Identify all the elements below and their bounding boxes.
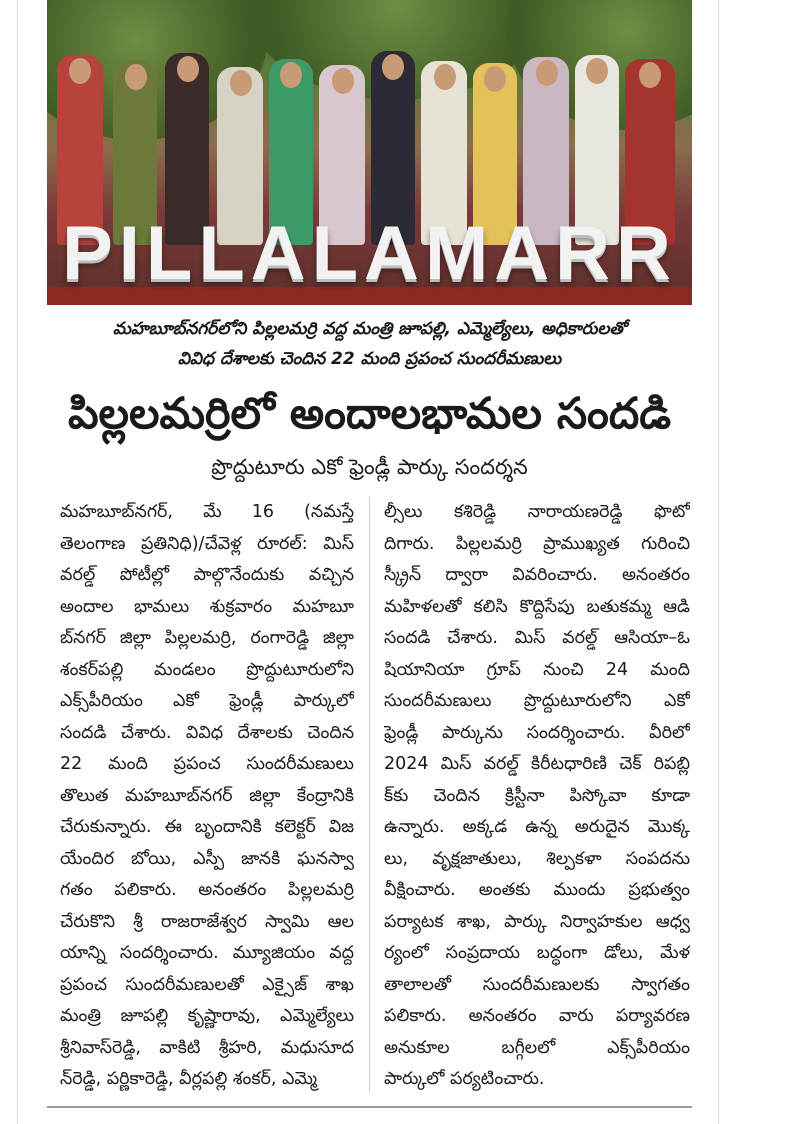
article-line: మహిళలతో కలిసి కొద్దిసేపు బతుకమ్మ ఆడి (384, 596, 690, 617)
article-line: శ్రీనివాస్‌రెడ్డి, వాకిటి శ్రీహరి, మధుసూద (60, 1037, 354, 1058)
article-column-right (384, 497, 690, 1096)
bottom-rule (47, 1106, 692, 1108)
news-photo (47, 0, 692, 305)
article-line: తాలాలతో సుందరీమణులకు స్వాగతం (384, 974, 690, 995)
article-line: ప్రపంచ సుందరీమణులతో ఎక్సైజ్ శాఖ (60, 974, 354, 995)
article-line: ల్సీలు కశిరెడ్డి నారాయణరెడ్డి ఫొటో (384, 502, 690, 522)
page-border-left (17, 0, 18, 1124)
article-line: లు, వృక్షజాతులు, శిల్పకళా సంపదను (384, 848, 690, 869)
article-line: యేందిర బోయి, ఎస్పీ జానకి ఘనస్వా (60, 848, 354, 869)
article-line: దిగారు. పిల్లలమర్రి ప్రాముఖ్యత గురించి (384, 533, 690, 554)
article-line: పర్యాటక శాఖ, పార్కు నిర్వాహకుల ఆధ్వ (384, 911, 690, 932)
article-line: 2024 మిస్ వరల్డ్ కిరీటధారిణి చెక్ రిపబ్లి (384, 754, 690, 774)
article-line: షియానియా గ్రూప్ నుంచి 24 మంది (384, 659, 690, 680)
headline: పిల్లలమర్రిలో అందాలభామల సందడి (67, 389, 672, 439)
article-line: వీక్షించారు. అంతకు ముందు ప్రభుత్వం (384, 880, 690, 900)
article-line: పలికారు. అనంతరం వారు పర్యావరణ (384, 1006, 690, 1026)
article-line: తెలంగాణ ప్రతినిధి)/చేవెళ్ల రూరల్: మిస్ (60, 533, 354, 554)
article-line: తొలుత మహబూబ్‌నగర్ జిల్లా కేంద్రానికి (60, 785, 354, 806)
article-line: ఉన్నారు. అక్కడ ఉన్న అరుదైన మొక్క (384, 817, 690, 837)
article-line: ఎక్స్‌పీరియం ఎకో ఫ్రెండ్లీ పార్కులో (60, 691, 354, 711)
article-line: స్క్రీన్ ద్వారా వివరించారు. అనంతరం (384, 565, 690, 585)
photo-sign: PILLALAMARR (62, 211, 677, 296)
article-line: వరల్డ్ పోటీల్లో పాల్గొనేందుకు వచ్చిన (60, 565, 354, 585)
article-line: అందాల భామలు శుక్రవారం మహబూ (60, 596, 354, 617)
article-line: చేరుకున్నారు. ఈ బృందానికి కలెక్టర్ విజ (60, 817, 354, 837)
article-line: చేరుకొని శ్రీ రాజరాజేశ్వర స్వామి ఆల (60, 911, 354, 932)
photo-caption (47, 314, 692, 374)
article-line: సందడి చేశారు. వివిధ దేశాలకు చెందిన (60, 722, 354, 743)
article-line: పార్కులో పర్యటించారు. (384, 1069, 545, 1089)
article-line: యాన్ని సందర్శించారు. మ్యూజియం వద్ద (60, 943, 354, 963)
article-line: ర్యంలో సంప్రదాయ బద్ధంగా డోలు, మేళ (384, 943, 690, 963)
caption-line: వివిధ దేశాలకు చెందిన 22 మంది ప్రపంచ సుందరీమణులు (177, 349, 562, 369)
article-line: గతం పలికారు. అనంతరం పిల్లలమర్రి (60, 880, 354, 900)
column-divider (369, 497, 370, 1093)
page-border-right (718, 0, 719, 1124)
article-line: మంత్రి జూపల్లి కృష్ణారావు, ఎమ్మెల్యేలు (60, 1006, 354, 1026)
article-line: బ్‌నగర్ జిల్లా పిల్లలమర్రి, రంగారెడ్డి జిల్లా (60, 628, 354, 648)
subheadline: ప్రొద్దుటూరు ఎకో ఫ్రెండ్లీ పార్కు సందర్శన (211, 455, 528, 479)
article-line: 22 మంది ప్రపంచ సుందరీమణులు (60, 754, 354, 774)
article-line: ఫ్రెండ్లీ పార్కును సందర్శించారు. వీరిలో (384, 722, 690, 743)
article-line: మహబూబ్‌నగర్, మే 16 (నమస్తే (60, 502, 354, 522)
article-line: శంకర్‌పల్లి మండలం ప్రొద్దుటూరులోని (60, 659, 354, 680)
article-line: న్‌రెడ్డి, పర్ణికారెడ్డి, వీర్లపల్లి శంకర్, ఎమ్మె (60, 1069, 318, 1089)
article-column-left (60, 497, 354, 1096)
article-line: సుందరీమణులు ప్రొద్దుటూరులోని ఎకో (384, 691, 690, 711)
article-line: క్‌కు చెందిన క్రిస్టీనా పిస్కోవా కూడా (384, 785, 690, 806)
caption-line: మహబూబ్‌నగర్‌లోని పిల్లలమర్రి వద్ద మంత్రి జూపల్లి, ఎమ్మెల్యేలు, అధికారులతో (112, 319, 627, 339)
article-line: సందడి చేశారు. మిస్ వరల్డ్ ఆసియా–ఓ (384, 628, 690, 648)
article-line: అనుకూల బగ్గీలలో ఎక్స్‌పీరియం (384, 1037, 690, 1058)
